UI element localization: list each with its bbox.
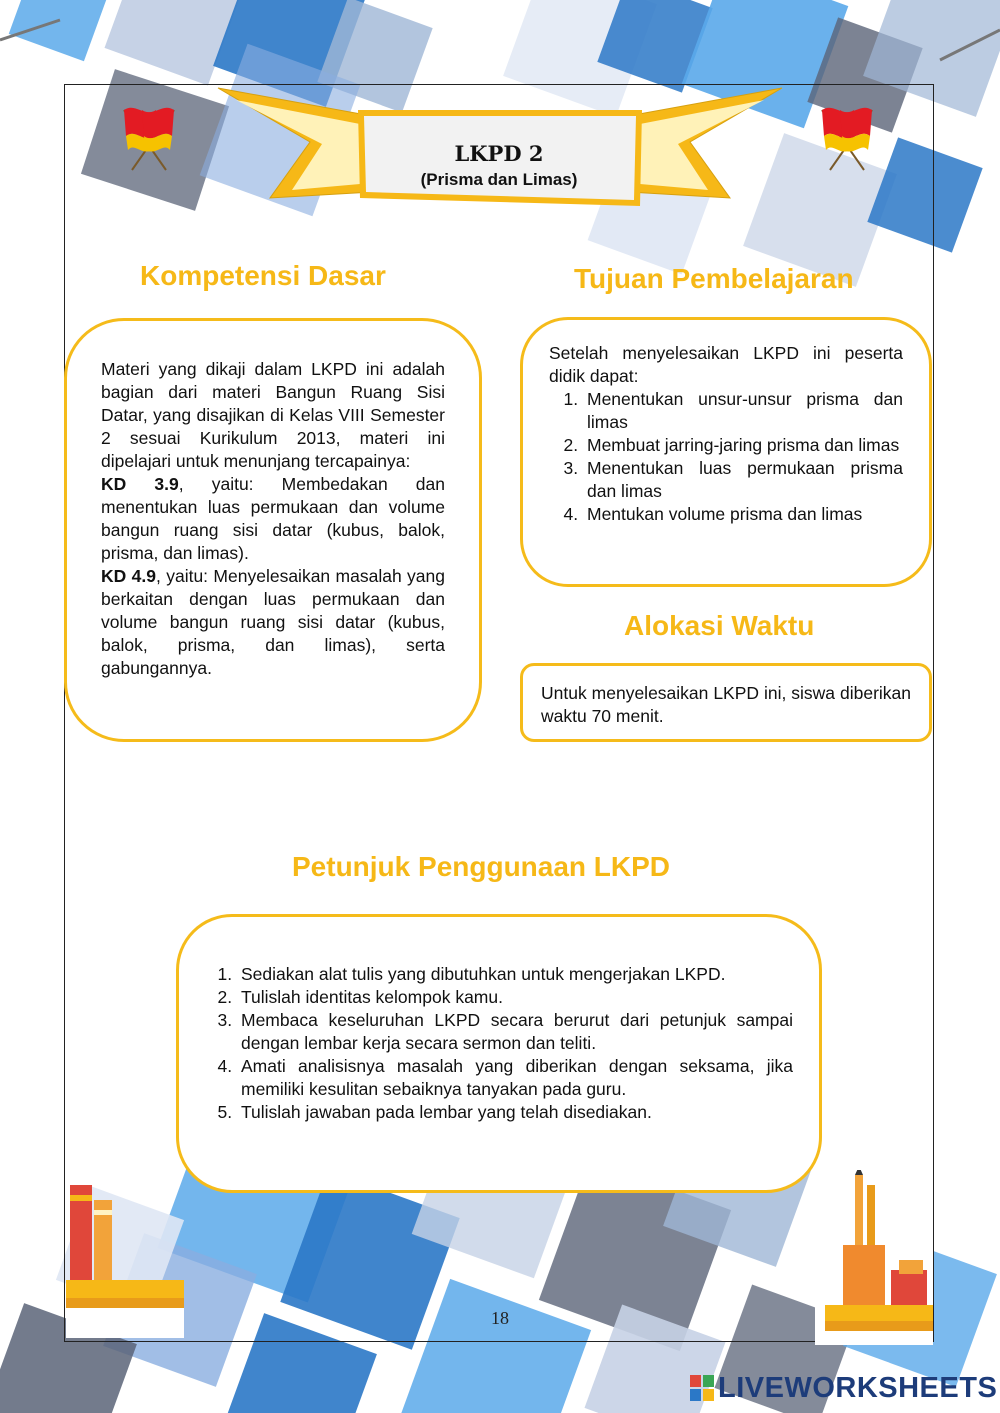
kd-3-9	[101, 473, 445, 565]
list-item: 1. Menentukan unsur-unsur prisma dan limas	[583, 388, 903, 434]
petunjuk-list	[203, 963, 793, 1124]
page-number: 18	[491, 1308, 509, 1328]
kd-3-9-text: , yaitu: Membedakan dan menentukan luas permukaan dan volume bangun ruang sisi datar (kubus, balok, prisma, dan limas).	[101, 474, 446, 563]
alokasi-box	[520, 663, 932, 742]
kd-4-9	[101, 565, 445, 680]
worksheet-title: LKPD 2	[454, 141, 544, 166]
tujuan-intro: Setelah menyelesaikan LKPD ini peserta didik dapat:	[549, 343, 903, 386]
kd-4-9-text: , yaitu: Menyelesaikan masalah yang berkaitan dengan luas permukaan dan volume bangun ruang sisi datar (kubus, balok, prisma, dan limas), serta gabungannya.	[101, 566, 445, 678]
alokasi-heading: Alokasi Waktu	[624, 610, 815, 641]
flag-icon	[104, 100, 194, 180]
kd-3-9-label: KD 3.9	[101, 474, 179, 494]
list-item: 2. Membuat jarring-jaring prisma dan limas	[583, 434, 903, 457]
liveworksheets-icon	[690, 1375, 714, 1401]
books-icon	[66, 1175, 186, 1345]
worksheet-subtitle: (Prisma dan Limas)	[420, 170, 578, 189]
petunjuk-box	[176, 914, 822, 1193]
kd-4-9-label: KD 4.9	[101, 566, 156, 586]
list-item: 2. Tulislah identitas kelompok kamu.	[237, 986, 793, 1009]
list-item: 5. Tulislah jawaban pada lembar yang telah disediakan.	[237, 1101, 793, 1124]
kompetensi-intro: Materi yang dikaji dalam LKPD ini adalah bagian dari materi Bangun Ruang Sisi Datar, yang disajikan di Kelas VIII Semester 2 sesuai Kurikulum 2013, materi ini dipelajari untuk menunjang tercapainya:	[101, 359, 445, 471]
list-item: 3. Menentukan luas permukaan prisma dan limas	[583, 457, 903, 503]
kompetensi-heading: Kompetensi Dasar	[140, 260, 386, 291]
flag-icon	[802, 100, 892, 180]
brand-text: LIVEWORKSHEETS	[718, 1371, 998, 1404]
list-item: 1. Sediakan alat tulis yang dibutuhkan untuk mengerjakan LKPD.	[237, 963, 793, 986]
liveworksheets-logo	[690, 1372, 997, 1404]
tujuan-heading: Tujuan Pembelajaran	[574, 263, 854, 294]
list-item: 4. Mentukan volume prisma dan limas	[583, 503, 903, 526]
list-item: 4. Amati analisisnya masalah yang diberikan dengan seksama, jika memiliki kesulitan sebaiknya tanyakan pada guru.	[237, 1055, 793, 1101]
petunjuk-heading: Petunjuk Penggunaan LKPD	[292, 851, 671, 882]
list-item: 3. Membaca keseluruhan LKPD secara berurut dari petunjuk sampai dengan lembar kerja secara sermon dan teliti.	[237, 1009, 793, 1055]
tujuan-list	[549, 388, 903, 526]
kompetensi-box	[64, 318, 482, 742]
pencil-cup-icon	[815, 1170, 933, 1345]
alokasi-text: Untuk menyelesaikan LKPD ini, siswa diberikan waktu 70 menit.	[541, 683, 911, 726]
tujuan-box	[520, 317, 932, 587]
